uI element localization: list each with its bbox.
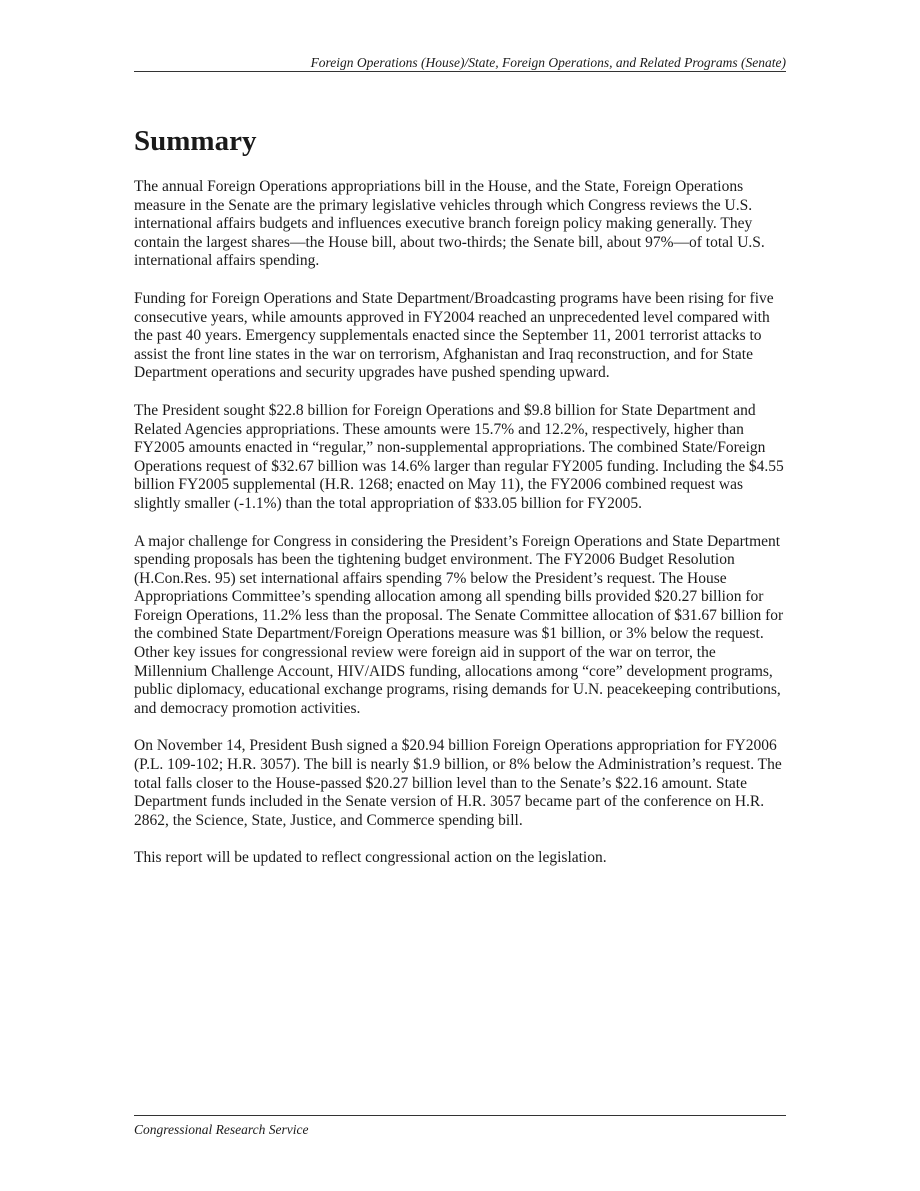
paragraph: The President sought $22.8 billion for Foreign Operations and $9.8 billion for State Department and Related Agencies appropriations. These amounts were 15.7% and 12.2%, respectively, higher than FY2005 amounts enacted in “regular,” non-supplemental appropriations. The combined State/Foreign Operations request of $32.67 billion was 14.6% larger than regular FY2005 funding. Including the $4.55 billion FY2005 supplemental (H.R. 1268; enacted on May 11), the FY2006 combined request was slightly smaller (-1.1%) than the total appropriation of $33.05 billion for FY2005. bbox=[134, 401, 784, 512]
header-divider bbox=[134, 71, 786, 72]
running-footer: Congressional Research Service bbox=[134, 1122, 309, 1137]
footer-divider bbox=[134, 1115, 786, 1116]
paragraph: The annual Foreign Operations appropriations bill in the House, and the State, Foreign Operations measure in the Senate are the primary legislative vehicles through which Congress reviews the U.S. international affairs budgets and influences executive branch foreign policy making generally. They contain the largest shares—the House bill, about two-thirds; the Senate bill, about 97%—of total U.S. international affairs spending. bbox=[134, 178, 765, 270]
running-header: Foreign Operations (House)/State, Foreign Operations, and Related Programs (Senate) bbox=[310, 55, 786, 70]
paragraph: This report will be updated to reflect congressional action on the legislation. bbox=[134, 849, 607, 867]
paragraph: A major challenge for Congress in considering the President’s Foreign Operations and State Department spending proposals has been the tightening budget environment. The FY2006 Budget Resolution (H.Con.Res. 95) set international affairs spending 7% below the President’s request. The House Appropriations Committee’s spending allocation among all spending bills provided $20.27 billion for Foreign Operations, 11.2% less than the proposal. The Senate Committee allocation of $31.67 billion for the combined State Department/Foreign Operations measure was $1 billion, or 3% below the request. Other key issues for congressional review were foreign aid in support of the war on terror, the Millennium Challenge Account, HIV/AIDS funding, allocations among “core” development programs, public diplomacy, educational exchange programs, rising demands for U.N. peacekeeping contributions, and democracy promotion activities. bbox=[134, 532, 784, 717]
paragraph: On November 14, President Bush signed a $20.94 billion Foreign Operations appropriation for FY2006 (P.L. 109-102; H.R. 3057). The bill is nearly $1.9 billion, or 8% below the Administration’s request. The total falls closer to the House-passed $20.27 billion level than to the Senate’s $22.16 amount. State Department funds included in the Senate version of H.R. 3057 became part of the conference on H.R. 2862, the Science, State, Justice, and Commerce spending bill. bbox=[134, 737, 782, 829]
summary-body bbox=[134, 178, 786, 887]
section-title: Summary bbox=[134, 125, 257, 157]
paragraph: Funding for Foreign Operations and State Department/Broadcasting programs have been rising for five consecutive years, while amounts approved in FY2004 reached an unprecedented level compared with the past 40 years. Emergency supplementals enacted since the September 11, 2001 terrorist attacks to assist the front line states in the war on terrorism, Afghanistan and Iraq reconstruction, and for State Department operations and security upgrades have pushed spending upward. bbox=[134, 289, 774, 382]
